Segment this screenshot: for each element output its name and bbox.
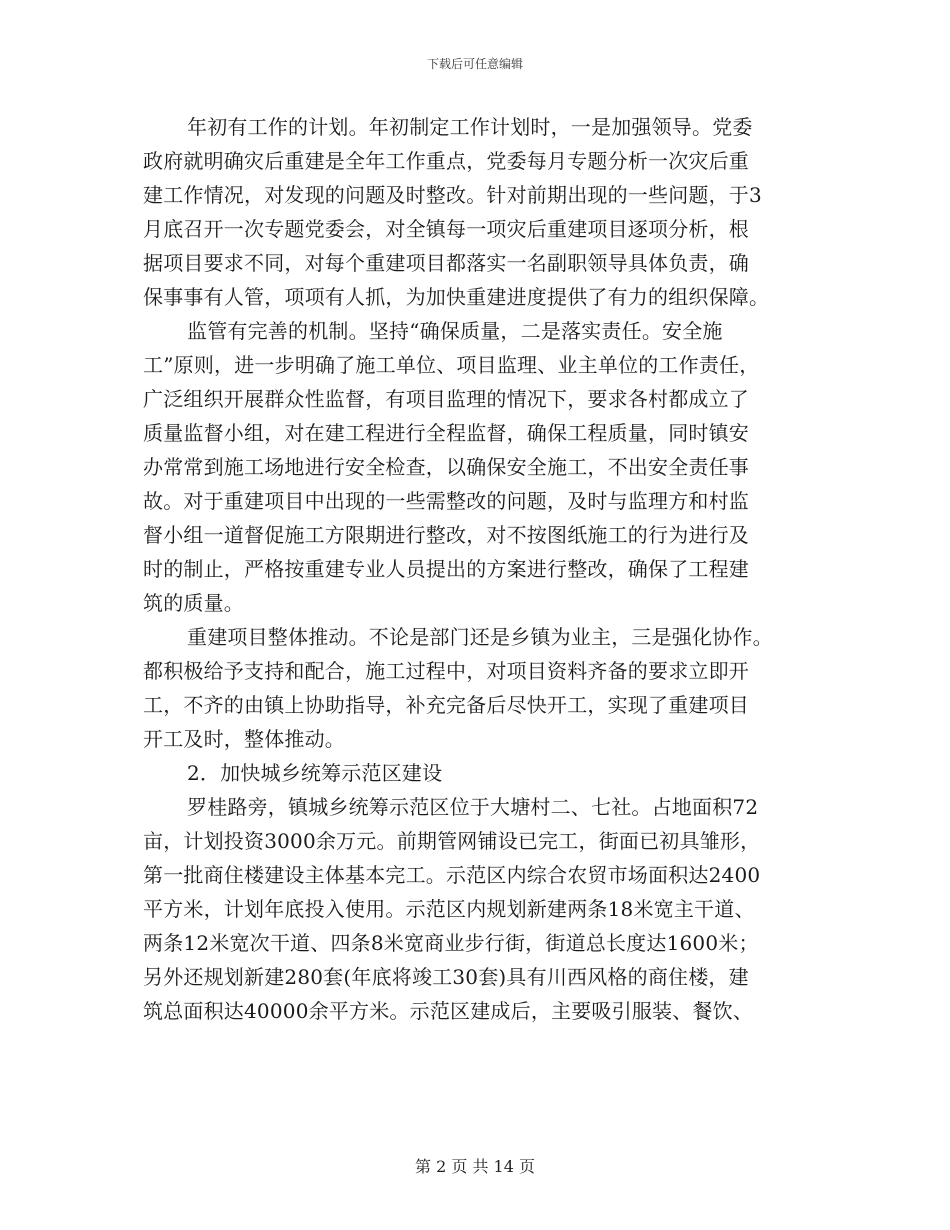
paragraph — [143, 790, 808, 1028]
page-footer: 第 2 页 共 14 页 — [415, 1157, 535, 1176]
text-line: 监管有完善的机制。坚持“确保质量，二是落实责任。安全施 — [187, 319, 723, 343]
text-line: 故。对于重建项目中出现的一些需整改的问题，及时与监理方和村监 — [143, 489, 749, 513]
paragraph — [143, 314, 808, 620]
text-line: 政府就明确灾后重建是全年工作重点，党委每月专题分析一次灾后重 — [143, 149, 749, 173]
paragraph — [143, 110, 808, 314]
text-line: 都积极给予支持和配合，施工过程中，对项目资料齐备的要求立即开 — [143, 659, 749, 683]
text-line: 年初有工作的计划。年初制定工作计划时，一是加强领导。党委 — [187, 115, 753, 139]
text-line: 月底召开一次专题党委会，对全镇每一项灾后重建项目逐项分析，根 — [143, 217, 749, 241]
text-line: 重建项目整体推动。不论是部门还是乡镇为业主，三是强化协作。 — [187, 625, 773, 649]
text-line: 督小组一道督促施工方限期进行整改，对不按图纸施工的行为进行及 — [143, 523, 749, 547]
text-line: 筑总面积达40000余平方米。示范区建成后，主要吸引服装、餐饮、 — [143, 999, 754, 1023]
text-line: 平方米，计划年底投入使用。示范区内规划新建两条18米宽主干道、 — [143, 897, 755, 921]
text-line: 筑的质量。 — [143, 591, 244, 615]
page-header: 下载后可任意编辑 — [426, 57, 523, 71]
text-line: 工，不齐的由镇上协助指导，补充完备后尽快开工，实现了重建项目 — [143, 693, 749, 717]
text-line: 据项目要求不同，对每个重建项目都落实一名副职领导具体负责，确 — [143, 251, 749, 275]
text-line: 另外还规划新建280套(年底将竣工30套)具有川西风格的商住楼，建 — [143, 965, 749, 989]
document-body — [143, 110, 808, 1028]
text-line: 保事事有人管，项项有人抓，为加快重建进度提供了有力的组织保障。 — [143, 285, 770, 309]
text-line: 时的制止，严格按重建专业人员提出的方案进行整改，确保了工程建 — [143, 557, 749, 581]
text-line: 工”原则，进一步明确了施工单位、项目监理、业主单位的工作责任， — [143, 353, 760, 377]
text-line: 质量监督小组，对在建工程进行全程监督，确保工程质量，同时镇安 — [143, 421, 749, 445]
text-line: 广泛组织开展群众性监督，有项目监理的情况下，要求各村都成立了 — [143, 387, 749, 411]
text-line: 第一批商住楼建设主体基本完工。示范区内综合农贸市场面积达2400 — [143, 863, 761, 887]
text-line: 亩，计划投资3000余万元。前期管网铺设已完工，街面已初具雏形， — [143, 829, 761, 853]
paragraph — [143, 620, 808, 756]
text-line: 办常常到施工场地进行安全检查，以确保安全施工，不出安全责任事 — [143, 455, 749, 479]
text-line: 开工及时，整体推动。 — [143, 727, 345, 751]
section-heading — [143, 756, 808, 790]
text-line: 罗桂路旁，镇城乡统筹示范区位于大塘村二、七社。占地面积72 — [187, 795, 759, 819]
text-line: 建工作情况，对发现的问题及时整改。针对前期出现的一些问题，于3 — [143, 183, 762, 207]
text-line: 2．加快城乡统筹示范区建设 — [187, 761, 443, 785]
text-line: 两条12米宽次干道、四条8米宽商业步行街，街道总长度达1600米； — [143, 931, 759, 955]
